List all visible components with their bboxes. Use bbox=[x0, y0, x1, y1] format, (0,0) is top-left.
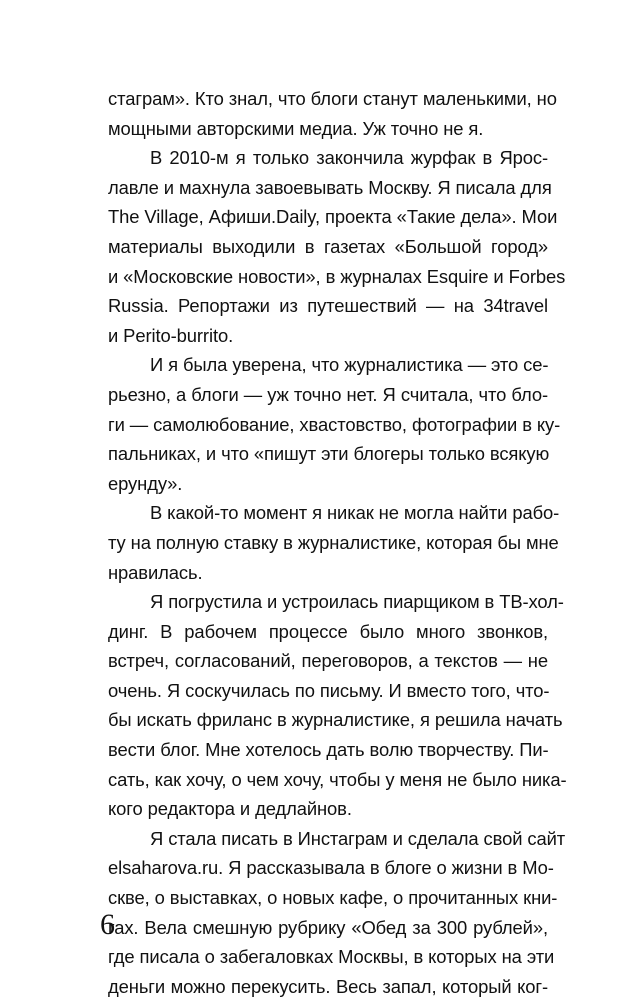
text-line: и «Московские новости», в журналах Esquire и Forbes bbox=[108, 265, 566, 287]
text-line: стаграм». Кто знал, что блоги станут маленькими, но bbox=[108, 88, 557, 109]
text-line: Я погрустила и устроилась пиарщиком в ТВ-хол- bbox=[150, 591, 564, 613]
text-line: пальниках, и что «пишут эти блогеры только всякую bbox=[108, 443, 550, 465]
text-line: рьезно, а блоги — уж точно нет. Я считала, что бло- bbox=[108, 383, 548, 405]
text-line: и Perito-burrito. bbox=[108, 324, 234, 346]
text-line: нравилась. bbox=[108, 561, 203, 583]
text-line: ерунду». bbox=[108, 472, 183, 494]
text-line: очень. Я соскучилась по письму. И вместо того, что- bbox=[108, 679, 550, 701]
text-line: где писала о забегаловках Москвы, в которых на эти bbox=[108, 946, 555, 968]
text-line: материалы выходили в газетах «Большой город» bbox=[108, 235, 548, 257]
text-line: вести блог. Мне хотелось дать волю творчеству. Пи- bbox=[108, 739, 549, 761]
text-line: бы искать фриланс в журналистике, я решила начать bbox=[108, 709, 563, 731]
page-number: 6 bbox=[100, 908, 115, 941]
text-line: лавле и махнула завоевывать Москву. Я писала для bbox=[108, 176, 552, 198]
text-line: кого редактора и дедлайнов. bbox=[108, 798, 352, 820]
text-line: Russia. Репортажи из путешествий — на 34travel bbox=[108, 295, 548, 317]
text-line: мощными авторскими медиа. Уж точно не я. bbox=[108, 117, 484, 139]
book-page-text bbox=[108, 84, 567, 1001]
text-line: скве, о выставках, о новых кафе, о прочитанных кни- bbox=[108, 887, 558, 909]
text-line: ту на полную ставку в журналистике, которая бы мне bbox=[108, 531, 559, 553]
text-line: В какой-то момент я никак не могла найти рабо- bbox=[150, 502, 560, 524]
text-line: встреч, согласований, переговоров, а текстов — не bbox=[108, 650, 548, 672]
text-line: В 2010-м я только закончила журфак в Ярос- bbox=[150, 147, 548, 169]
text-line: сать, как хочу, о чем хочу, чтобы у меня не было ника- bbox=[108, 768, 567, 790]
text-line: деньги можно перекусить. Весь запал, который ког- bbox=[108, 975, 548, 997]
text-line: elsaharova.ru. Я рассказывала в блоге о жизни в Мо- bbox=[108, 857, 554, 879]
text-line: гах. Вела смешную рубрику «Обед за 300 рублей», bbox=[108, 916, 548, 938]
text-line: ги — самолюбование, хвастовство, фотографии в ку- bbox=[108, 413, 561, 435]
text-line: динг. В рабочем процессе было много звонков, bbox=[108, 620, 548, 642]
text-line: И я была уверена, что журналистика — это се- bbox=[150, 354, 549, 376]
text-line: The Village, Афиши.Daily, проекта «Такие дела». Мои bbox=[108, 206, 558, 228]
text-line: Я стала писать в Инстаграм и сделала свой сайт bbox=[150, 827, 566, 849]
